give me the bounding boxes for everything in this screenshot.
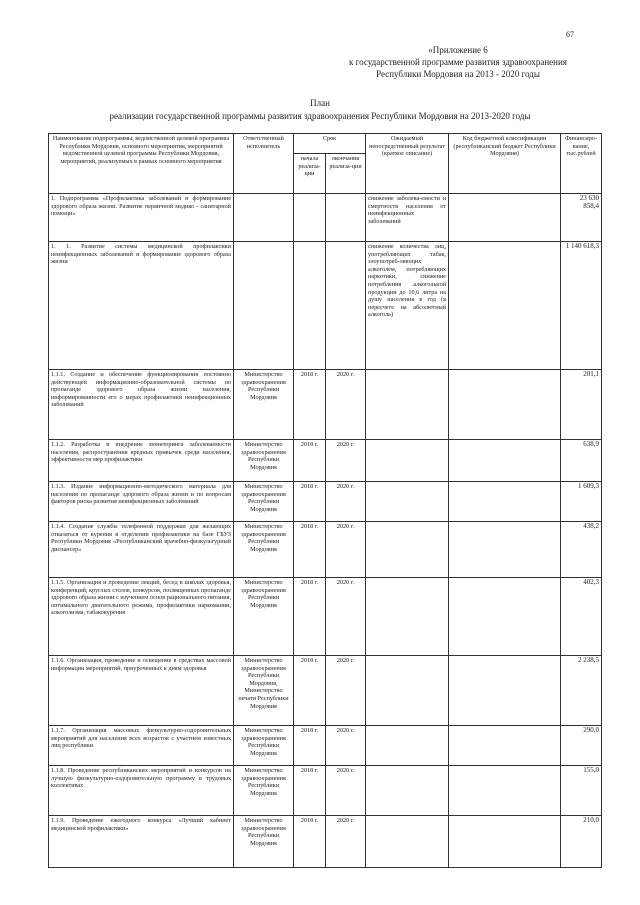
cell-end: 2020 г. xyxy=(326,370,366,440)
title-line-1: План xyxy=(310,98,330,108)
cell-start: 2018 г. xyxy=(294,816,326,868)
cell-name: 1.1.9. Проведение ежегодного конкурса «Лучший кабинет медицинской профилактики» xyxy=(49,816,234,868)
cell-finance: 155,0 xyxy=(561,766,602,816)
cell-finance: 438,2 xyxy=(561,522,602,578)
cell-kbk xyxy=(449,578,561,656)
table-row xyxy=(49,816,602,868)
header-end: окончания реализа-ции xyxy=(326,154,366,194)
table-row xyxy=(49,522,602,578)
cell-kbk xyxy=(449,656,561,726)
table-row xyxy=(49,656,602,726)
header-term: Срок xyxy=(294,134,366,154)
cell-executor: Министерство здравоохранения Республики Мордовия xyxy=(234,440,294,482)
cell-result xyxy=(366,522,449,578)
cell-kbk xyxy=(449,816,561,868)
cell-end: 2020 г. xyxy=(326,726,366,766)
cell-executor: Министерство здравоохранения Республики Мордовия xyxy=(234,370,294,440)
cell-name: 1.1.1. Создание и обеспечение функционирования постоянно действующей информационно-образовательной системы по пропаганде здорового образа жизни населения, информированности его о мерах профилактики неинфекционных заболеваний xyxy=(49,370,234,440)
cell-name: 1.1.5. Организация и проведение лекций, бесед в школах здоровья, конференций, круглых столов, конкурсов, посвященных пропаганде здорового образа жизни с изучением основ рационального питания, оптимального двигательного режима, профилактики наркомании, алкоголизма, табакокурения xyxy=(49,578,234,656)
cell-end: 2020 г. xyxy=(326,578,366,656)
cell-name: 1.1.7. Организация массовых физкультурно-оздоровительных мероприятий для населения всех возрастов с участием известных лиц республики xyxy=(49,726,234,766)
cell-start xyxy=(294,242,326,370)
table-row xyxy=(49,726,602,766)
table-row xyxy=(49,194,602,242)
cell-name: 1.1.4. Создание службы телефонной поддержки для желающих отказаться от курения в отделении профилактики на базе ГБУЗ Республики Мордовия «Республиканский врачебно-физкультурный диспансер» xyxy=(49,522,234,578)
cell-kbk xyxy=(449,370,561,440)
cell-start: 2018 г. xyxy=(294,370,326,440)
header-name: Наименование подпрограммы, ведомственной целевой программы Республики Мордовия, основного мероприятия, мероприятий ведомственной целевой программы Республики Мордовия, мероприятий, реализуемых в рамках основного мероприятия xyxy=(49,134,234,194)
cell-kbk xyxy=(449,440,561,482)
cell-executor: Министерство здравоохранения Республики Мордовия xyxy=(234,522,294,578)
cell-start: 2018 г. xyxy=(294,440,326,482)
cell-result xyxy=(366,726,449,766)
cell-end: 2020 г. xyxy=(326,440,366,482)
cell-end: 2020 г. xyxy=(326,816,366,868)
plan-table xyxy=(48,133,602,868)
appendix-line-2: к государственной программе развития здравоохранения xyxy=(349,57,567,67)
cell-start: 2018 г. xyxy=(294,726,326,766)
cell-start: 2018 г. xyxy=(294,578,326,656)
cell-end xyxy=(326,242,366,370)
cell-end xyxy=(326,194,366,242)
cell-executor: Министерство здравоохранения Республики Мордовия, Министерство печати Республики Мордовия xyxy=(234,656,294,726)
cell-finance: 2 238,5 xyxy=(561,656,602,726)
cell-name: 1.1.6. Организация, проведение и освещение в средствах массовой информации мероприятий, приуроченных к дням здоровья xyxy=(49,656,234,726)
cell-result xyxy=(366,816,449,868)
cell-executor: Министерство здравоохранения Республики Мордовия xyxy=(234,816,294,868)
header-result: Ожидаемый непосредственный результат (краткое описание) xyxy=(366,134,449,194)
cell-end: 2020 г. xyxy=(326,522,366,578)
cell-start: 2018 г. xyxy=(294,482,326,522)
cell-finance: 23 630 858,4 xyxy=(561,194,602,242)
cell-end: 2020 г. xyxy=(326,766,366,816)
cell-result xyxy=(366,482,449,522)
cell-executor: Министерство здравоохранения Республики Мордовия xyxy=(234,578,294,656)
cell-result: снижение количества лиц, употребляющих табак, злоупотреб-ляющих алкоголем, потребляющих наркотики, снижение потребления алкогольной продукции до 10,6 литра на душу населения в год (в пересчете на абсолютный алкоголь) xyxy=(366,242,449,370)
cell-start xyxy=(294,194,326,242)
cell-executor: Министерство здравоохранения Республики Мордовия xyxy=(234,766,294,816)
appendix-line-3: Республики Мордовия на 2013 - 2020 годы xyxy=(376,69,540,79)
cell-name: 1.1.8. Проведение республиканских мероприятий и конкурсов на лучшую физкультурно-оздоровительную программу в трудовых коллективах xyxy=(49,766,234,816)
cell-finance: 638,9 xyxy=(561,440,602,482)
appendix-header xyxy=(308,44,608,80)
cell-result xyxy=(366,766,449,816)
header-kbk: Код бюджетной классификации (республиканский бюджет Республики Мордовия) xyxy=(449,134,561,194)
page-number: 67 xyxy=(566,30,574,39)
cell-finance: 402,3 xyxy=(561,578,602,656)
cell-end: 2020 г. xyxy=(326,656,366,726)
cell-kbk xyxy=(449,242,561,370)
cell-start: 2018 г. xyxy=(294,656,326,726)
cell-executor xyxy=(234,194,294,242)
cell-name: 1.1.2. Разработка и внедрение мониторинга заболеваемости населения, распространения вредных привычек среди населения, эффективности мер профилактики xyxy=(49,440,234,482)
cell-start: 2018 г. xyxy=(294,766,326,816)
cell-result xyxy=(366,656,449,726)
table-row xyxy=(49,766,602,816)
table-row xyxy=(49,370,602,440)
cell-finance: 210,0 xyxy=(561,816,602,868)
cell-executor: Министерство здравоохранения Республики Мордовия xyxy=(234,726,294,766)
table-row xyxy=(49,578,602,656)
document-title xyxy=(40,97,600,123)
cell-finance: 201,1 xyxy=(561,370,602,440)
cell-finance: 1 140 618,3 xyxy=(561,242,602,370)
cell-name: 1.1.3. Издание информационно-методического материала для населения по пропаганде здорового образа жизни и по вопросам факторов риска развития неинфекционных заболеваний xyxy=(49,482,234,522)
header-start: начала реализа-ции xyxy=(294,154,326,194)
cell-kbk xyxy=(449,194,561,242)
cell-kbk xyxy=(449,726,561,766)
cell-result xyxy=(366,370,449,440)
appendix-line-1: «Приложение 6 xyxy=(428,45,488,55)
header-finance: Финансиро-вание, тыс.рублей xyxy=(561,134,602,194)
cell-name: 1. Подпрограмма «Профилактика заболеваний и формирование здорового образа жизни. Развитие первичной медико - санитарной помощи» xyxy=(49,194,234,242)
cell-kbk xyxy=(449,766,561,816)
header-executor: Ответственный исполнитель xyxy=(234,134,294,194)
cell-kbk xyxy=(449,482,561,522)
cell-kbk xyxy=(449,522,561,578)
cell-result xyxy=(366,440,449,482)
cell-start: 2018 г. xyxy=(294,522,326,578)
table-row xyxy=(49,482,602,522)
cell-name: 1. 1. Развитие системы медицинской профилактики неинфекционных заболеваний и формирование здорового образа жизни xyxy=(49,242,234,370)
cell-result: снижение заболева-емости и смертности населения от неинфекционных заболеваний xyxy=(366,194,449,242)
cell-finance: 290,0 xyxy=(561,726,602,766)
cell-result xyxy=(366,578,449,656)
cell-end: 2020 г. xyxy=(326,482,366,522)
table-row xyxy=(49,242,602,370)
table-row xyxy=(49,440,602,482)
cell-executor: Министерство здравоохранения Республики Мордовия xyxy=(234,482,294,522)
title-line-2: реализации государственной программы развития здравоохранения Республики Мордовия на 2013-2020 годы xyxy=(109,111,531,121)
cell-executor xyxy=(234,242,294,370)
cell-finance: 1 609,3 xyxy=(561,482,602,522)
